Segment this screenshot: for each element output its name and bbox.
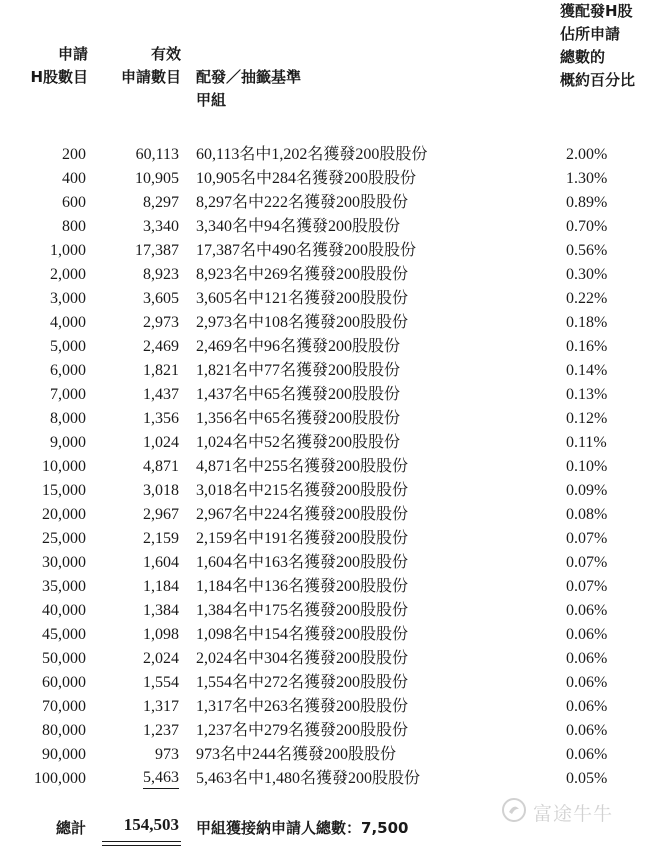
table-row	[0, 599, 669, 623]
basis-cell: 973名中244名獲發200股股份	[196, 746, 397, 763]
applications-cell: 3,605	[143, 290, 179, 307]
shares-cell: 50,000	[42, 650, 86, 667]
table-row	[0, 575, 669, 599]
table-row	[0, 167, 669, 191]
percent-cell: 0.70%	[566, 218, 608, 235]
basis-cell: 3,018名中215名獲發200股股份	[196, 482, 409, 499]
shares-cell: 70,000	[42, 698, 86, 715]
percent-cell: 0.56%	[566, 242, 608, 259]
applications-cell: 3,340	[143, 218, 179, 235]
header-line: 配發／抽籤基準	[196, 68, 302, 86]
applications-cell: 2,159	[143, 530, 179, 547]
table-row	[0, 383, 669, 407]
table-row	[0, 143, 669, 167]
header-line: 獲配發H股	[560, 2, 633, 20]
total-description: 甲組獲接納申請人總數：7,500	[196, 819, 409, 837]
table-row	[0, 647, 669, 671]
table-row	[0, 287, 669, 311]
applications-cell: 1,356	[143, 410, 179, 427]
header-line: 有效	[150, 45, 181, 63]
percent-cell: 0.06%	[566, 746, 608, 763]
total-double-underline	[102, 841, 181, 846]
basis-cell: 1,604名中163名獲發200股股份	[196, 554, 409, 571]
allotment-table-body	[0, 143, 669, 791]
header-line: 總數的	[560, 48, 606, 66]
basis-cell: 5,463名中1,480名獲發200股股份	[196, 770, 421, 787]
percent-cell: 0.05%	[566, 770, 608, 787]
shares-cell: 45,000	[42, 626, 86, 643]
basis-cell: 1,184名中136名獲發200股股份	[196, 578, 409, 595]
shares-cell: 20,000	[42, 506, 86, 523]
shares-cell: 5,000	[50, 338, 86, 355]
shares-cell: 80,000	[42, 722, 86, 739]
shares-cell: 35,000	[42, 578, 86, 595]
header-line: 概約百分比	[560, 71, 636, 89]
watermark-text: 富途牛牛	[533, 803, 614, 825]
table-row	[0, 479, 669, 503]
shares-cell: 60,000	[42, 674, 86, 691]
basis-cell: 2,159名中191名獲發200股股份	[196, 530, 409, 547]
shares-cell: 15,000	[42, 482, 86, 499]
shares-cell: 600	[62, 194, 86, 211]
applications-cell: 1,821	[143, 362, 179, 379]
shares-cell: 9,000	[50, 434, 86, 451]
table-row	[0, 311, 669, 335]
percent-cell: 0.12%	[566, 410, 608, 427]
applications-cell: 1,554	[143, 674, 179, 691]
shares-cell: 40,000	[42, 602, 86, 619]
percent-cell: 0.07%	[566, 530, 608, 547]
percent-cell: 0.22%	[566, 290, 608, 307]
applications-cell: 1,604	[143, 554, 179, 571]
applications-cell: 1,437	[143, 386, 179, 403]
applications-cell: 4,871	[143, 458, 179, 475]
shares-cell: 90,000	[42, 746, 86, 763]
basis-cell: 1,317名中263名獲發200股股份	[196, 698, 409, 715]
shares-cell: 8,000	[50, 410, 86, 427]
shares-cell: 6,000	[50, 362, 86, 379]
applications-cell: 1,317	[143, 698, 179, 715]
applications-cell: 1,184	[143, 578, 179, 595]
percent-cell: 0.08%	[566, 506, 608, 523]
basis-cell: 2,024名中304名獲發200股股份	[196, 650, 409, 667]
percent-cell: 0.06%	[566, 674, 608, 691]
shares-cell: 3,000	[50, 290, 86, 307]
header-line: 申請	[57, 45, 88, 63]
table-row	[0, 719, 669, 743]
table-row	[0, 215, 669, 239]
table-row	[0, 455, 669, 479]
table-row	[0, 503, 669, 527]
applications-cell: 973	[155, 746, 179, 763]
percent-cell: 0.07%	[566, 578, 608, 595]
percent-cell: 0.18%	[566, 314, 608, 331]
header-valid-applications	[95, 43, 181, 89]
shares-cell: 800	[62, 218, 86, 235]
shares-cell: 1,000	[50, 242, 86, 259]
percent-cell: 0.16%	[566, 338, 608, 355]
basis-cell: 1,384名中175名獲發200股股份	[196, 602, 409, 619]
percent-cell: 0.13%	[566, 386, 608, 403]
basis-cell: 3,605名中121名獲發200股股份	[196, 290, 409, 307]
table-row	[0, 695, 669, 719]
applications-cell: 8,923	[143, 266, 179, 283]
basis-cell: 1,098名中154名獲發200股股份	[196, 626, 409, 643]
shares-cell: 7,000	[50, 386, 86, 403]
table-row	[0, 359, 669, 383]
basis-cell: 1,821名中77名獲發200股股份	[196, 362, 401, 379]
basis-cell: 4,871名中255名獲發200股股份	[196, 458, 409, 475]
header-line: H股數目	[30, 68, 88, 86]
percent-cell: 0.06%	[566, 698, 608, 715]
table-row	[0, 767, 669, 791]
header-shares-applied	[10, 43, 88, 89]
header-line: 申請數目	[120, 68, 181, 86]
applications-cell: 60,113	[135, 146, 179, 163]
table-row	[0, 191, 669, 215]
applications-cell: 3,018	[143, 482, 179, 499]
shares-cell: 25,000	[42, 530, 86, 547]
percent-cell: 0.07%	[566, 554, 608, 571]
applications-cell: 1,024	[143, 434, 179, 451]
table-row	[0, 407, 669, 431]
percent-cell: 1.30%	[566, 170, 608, 187]
percent-cell: 0.06%	[566, 722, 608, 739]
basis-cell: 2,967名中224名獲發200股股份	[196, 506, 409, 523]
watermark	[501, 797, 613, 828]
applications-cell: 1,098	[143, 626, 179, 643]
table-row	[0, 431, 669, 455]
percent-cell: 0.14%	[566, 362, 608, 379]
table-row	[0, 335, 669, 359]
futu-logo-icon	[501, 797, 527, 828]
percent-cell: 0.89%	[566, 194, 608, 211]
basis-cell: 3,340名中94名獲發200股股份	[196, 218, 401, 235]
percent-cell: 0.10%	[566, 458, 608, 475]
basis-cell: 1,024名中52名獲發200股股份	[196, 434, 401, 451]
applications-cell: 2,967	[143, 506, 179, 523]
shares-cell: 2,000	[50, 266, 86, 283]
basis-cell: 10,905名中284名獲發200股股份	[196, 170, 417, 187]
table-row	[0, 623, 669, 647]
header-allotment-basis	[196, 66, 301, 112]
basis-cell: 1,356名中65名獲發200股股份	[196, 410, 401, 427]
shares-cell: 4,000	[50, 314, 86, 331]
percent-cell: 0.11%	[566, 434, 607, 451]
applications-cell: 8,297	[143, 194, 179, 211]
table-row	[0, 239, 669, 263]
percent-cell: 0.06%	[566, 602, 608, 619]
applications-cell: 5,463	[143, 767, 179, 789]
total-value: 154,503	[123, 815, 179, 834]
total-label: 總計	[55, 819, 86, 837]
applications-cell: 10,905	[135, 170, 179, 187]
table-row	[0, 551, 669, 575]
basis-cell: 8,297名中222名獲發200股股份	[196, 194, 409, 211]
basis-cell: 60,113名中1,202名獲發200股股份	[196, 146, 428, 163]
basis-cell: 1,554名中272名獲發200股股份	[196, 674, 409, 691]
percent-cell: 0.09%	[566, 482, 608, 499]
basis-cell: 17,387名中490名獲發200股股份	[196, 242, 417, 259]
applications-cell: 1,384	[143, 602, 179, 619]
percent-cell: 0.30%	[566, 266, 608, 283]
basis-cell: 2,469名中96名獲發200股股份	[196, 338, 401, 355]
applications-cell: 1,237	[143, 722, 179, 739]
percent-cell: 0.06%	[566, 650, 608, 667]
shares-cell: 400	[62, 170, 86, 187]
applications-cell: 17,387	[135, 242, 179, 259]
applications-cell: 2,469	[143, 338, 179, 355]
shares-cell: 200	[62, 146, 86, 163]
basis-cell: 1,437名中65名獲發200股股份	[196, 386, 401, 403]
shares-cell: 10,000	[42, 458, 86, 475]
shares-cell: 100,000	[34, 770, 86, 787]
header-line: 佔所申請	[560, 25, 621, 43]
basis-cell: 1,237名中279名獲發200股股份	[196, 722, 409, 739]
header-line: 甲組	[196, 91, 227, 109]
header-approx-percentage	[560, 0, 635, 92]
basis-cell: 8,923名中269名獲發200股股份	[196, 266, 409, 283]
table-row	[0, 527, 669, 551]
table-row	[0, 671, 669, 695]
percent-cell: 2.00%	[566, 146, 608, 163]
percent-cell: 0.06%	[566, 626, 608, 643]
shares-cell: 30,000	[42, 554, 86, 571]
table-row	[0, 263, 669, 287]
table-row	[0, 743, 669, 767]
basis-cell: 2,973名中108名獲發200股股份	[196, 314, 409, 331]
applications-cell: 2,973	[143, 314, 179, 331]
applications-cell: 2,024	[143, 650, 179, 667]
